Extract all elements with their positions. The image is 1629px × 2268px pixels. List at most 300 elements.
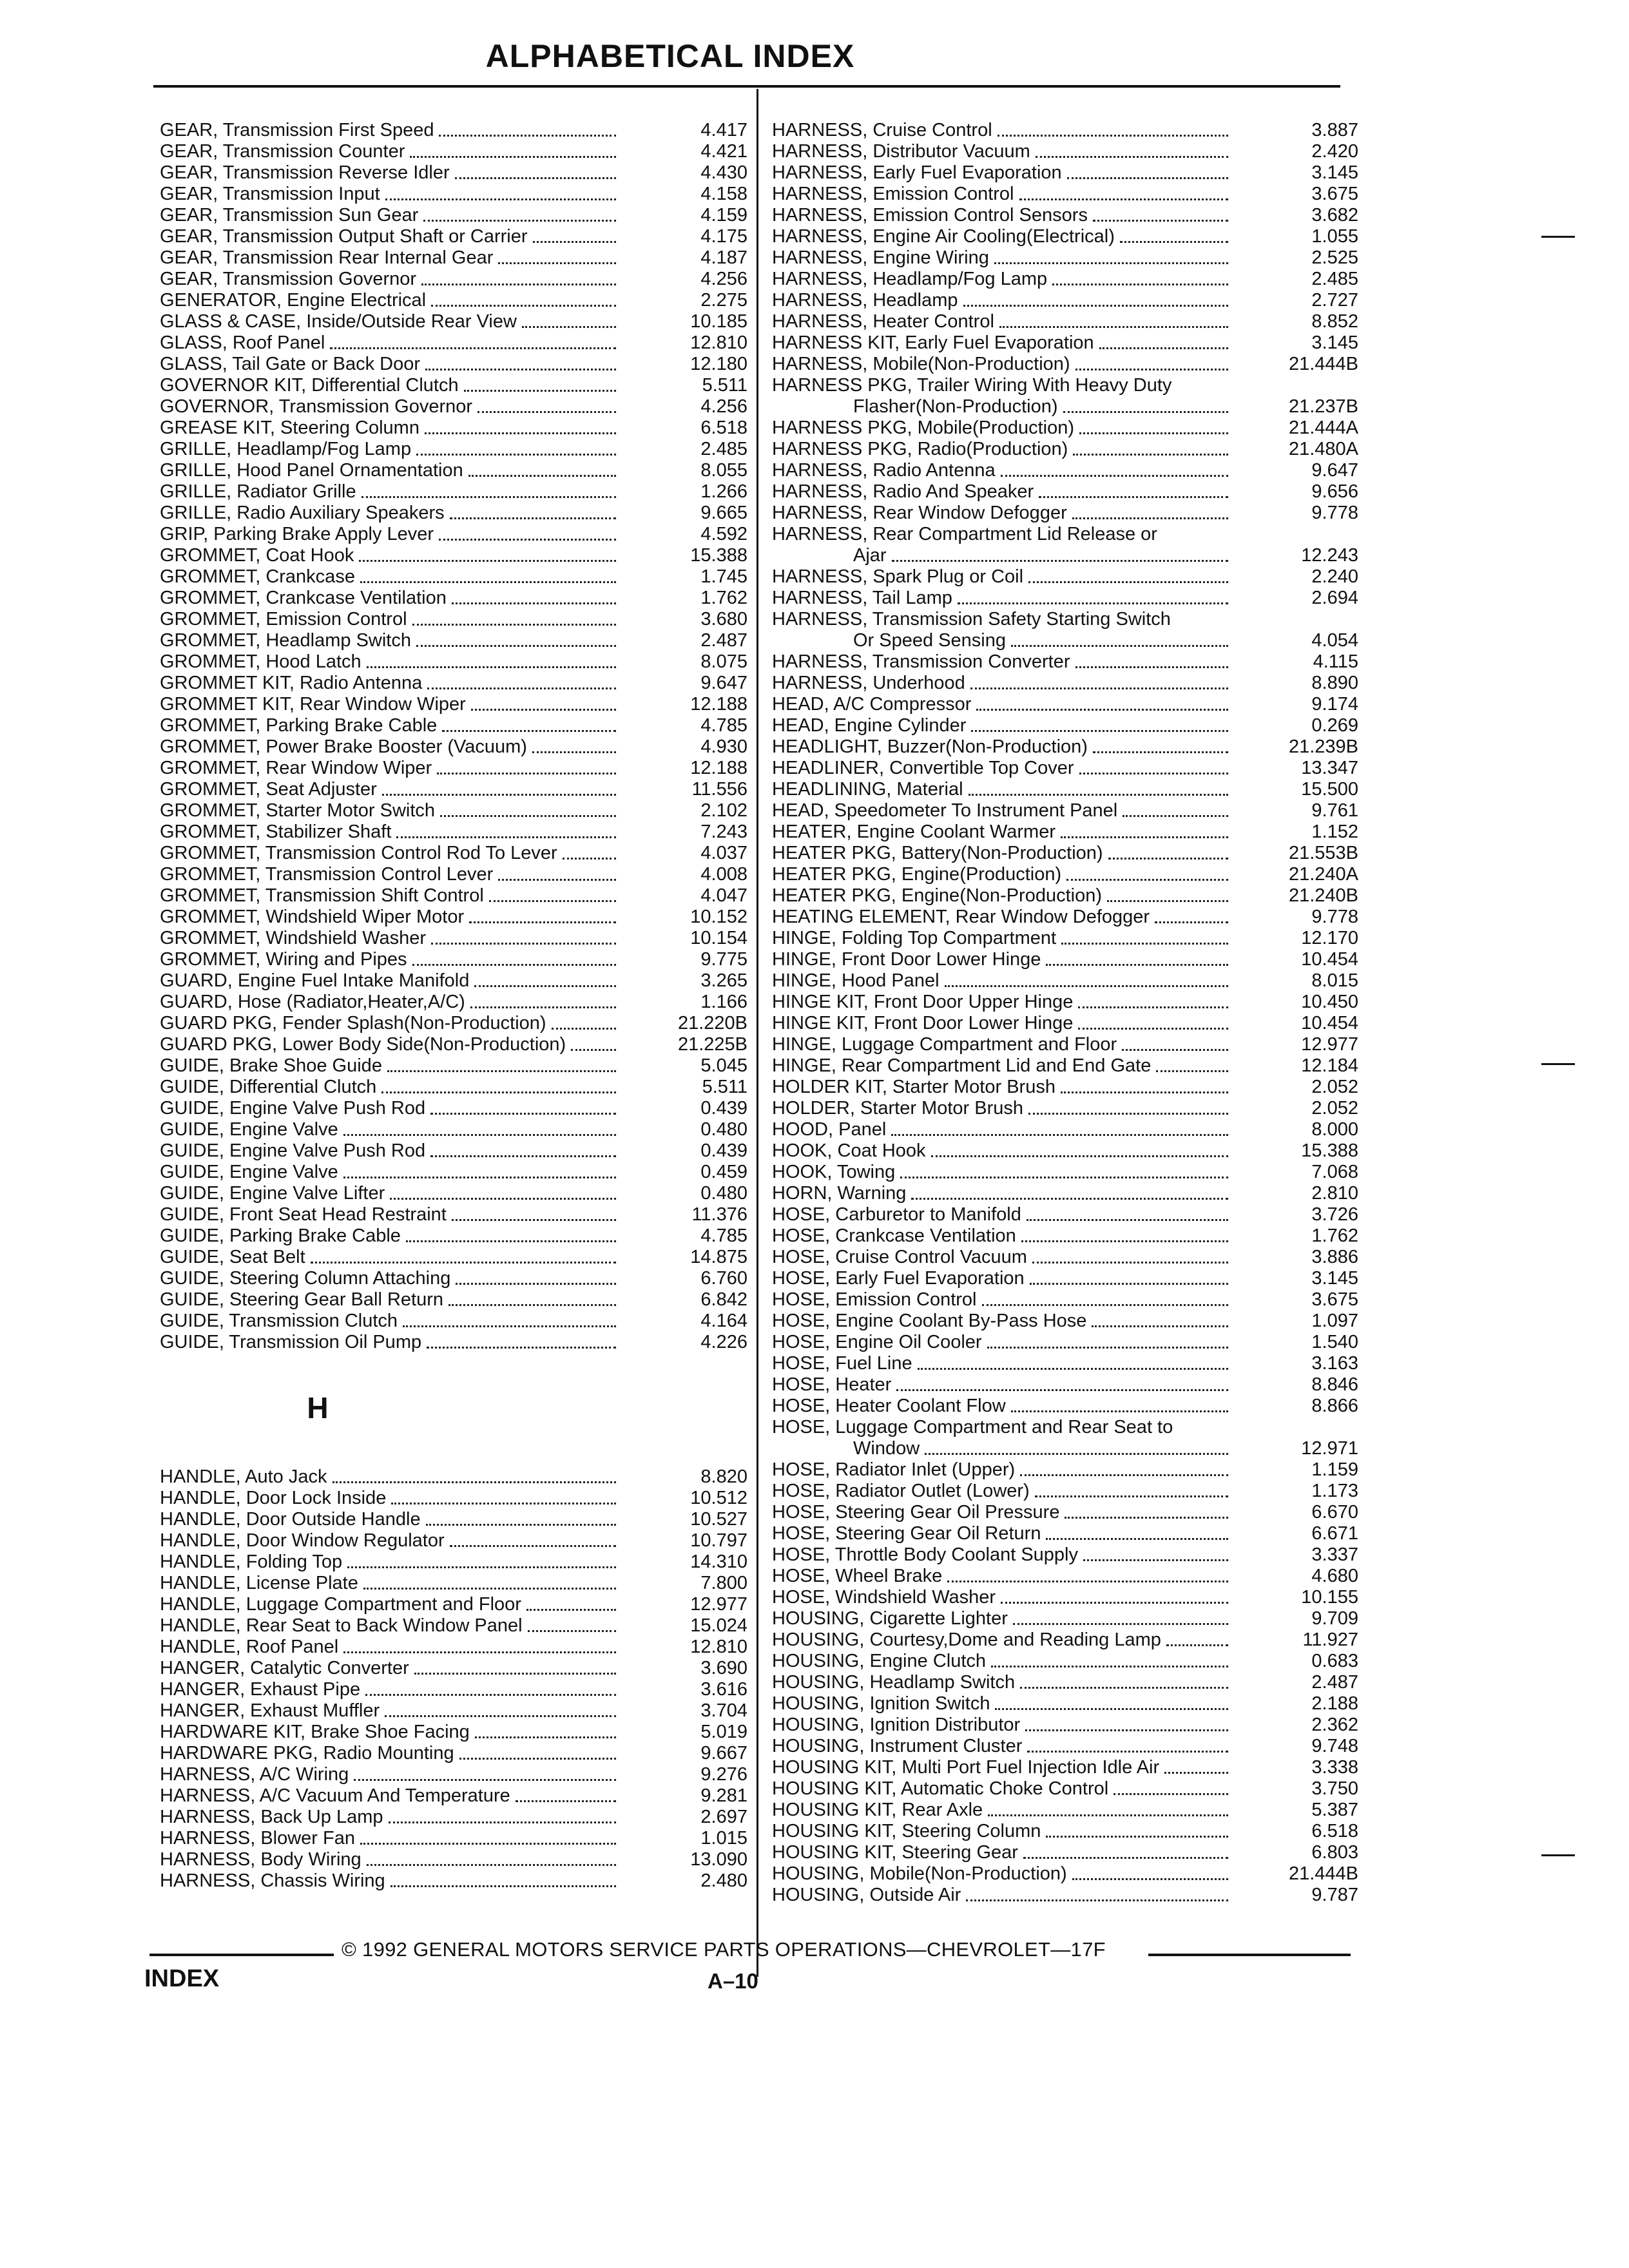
entry-label: GUIDE, Transmission Clutch (160, 1311, 398, 1331)
index-entry (772, 1119, 1358, 1140)
entry-label: HINGE, Luggage Compartment and Floor (772, 1034, 1117, 1055)
entry-page: 3.886 (1311, 1247, 1358, 1267)
entry-label: HARNESS, Distributor Vacuum (772, 141, 1030, 162)
index-entry (160, 1594, 747, 1615)
entry-label: HOSE, Radiator Inlet (Upper) (772, 1459, 1016, 1480)
index-entry (160, 503, 747, 524)
index-entry (160, 1013, 747, 1034)
entry-label: HOOK, Coat Hook (772, 1140, 926, 1161)
index-entry (772, 1225, 1358, 1247)
dot-leader (333, 1481, 617, 1483)
index-entry (160, 418, 747, 439)
entry-label: GUIDE, Front Seat Head Restraint (160, 1204, 447, 1225)
entry-label: HOSE, Steering Gear Oil Return (772, 1523, 1041, 1544)
index-entry (160, 396, 747, 418)
entry-label: GUIDE, Engine Valve (160, 1119, 338, 1140)
index-entry (160, 311, 747, 332)
index-entry (160, 1552, 747, 1573)
dot-leader (330, 347, 616, 349)
entry-label: HARNESS, A/C Wiring (160, 1764, 349, 1785)
entry-page: 8.852 (1311, 311, 1358, 332)
index-entry (772, 1672, 1358, 1693)
entry-page: 5.019 (700, 1722, 747, 1742)
entry-label: HANDLE, Door Outside Handle (160, 1509, 421, 1530)
dot-leader (522, 326, 616, 328)
dot-leader (421, 284, 616, 285)
dot-leader (448, 1304, 616, 1306)
dot-leader (1061, 943, 1228, 945)
dot-leader (994, 262, 1228, 264)
index-entry (160, 1332, 747, 1353)
index-entry (160, 205, 747, 226)
entry-page: 3.145 (1311, 332, 1358, 353)
entry-label: GROMMET, Windshield Washer (160, 928, 427, 948)
dot-leader (1123, 815, 1228, 817)
index-list-h (160, 1466, 747, 1892)
index-entry (772, 184, 1358, 205)
entry-page: 2.052 (1311, 1098, 1358, 1119)
dot-leader (1073, 454, 1228, 456)
dot-leader (1027, 1219, 1228, 1221)
entry-page: 4.008 (700, 864, 747, 885)
entry-page: 21.480A (1288, 439, 1358, 459)
left-column (160, 120, 747, 1892)
dot-leader (354, 1779, 616, 1781)
dot-leader (498, 879, 616, 881)
entry-label: HINGE, Hood Panel (772, 970, 940, 991)
dot-leader (367, 1864, 616, 1866)
dot-leader (423, 220, 616, 222)
entry-label: GEAR, Transmission Rear Internal Gear (160, 247, 494, 268)
index-entry (772, 1800, 1358, 1821)
entry-label: HARDWARE KIT, Brake Shoe Facing (160, 1722, 470, 1742)
entry-page: 3.690 (700, 1658, 747, 1678)
dot-leader (988, 1814, 1228, 1816)
entry-page: 21.240B (1288, 885, 1358, 906)
entry-page: 6.842 (700, 1289, 747, 1310)
entry-page: 5.511 (702, 375, 747, 396)
index-entry (772, 1396, 1358, 1417)
entry-label: GLASS, Roof Panel (160, 332, 325, 353)
index-entry (160, 651, 747, 673)
column-divider (757, 89, 758, 1977)
index-entry (160, 907, 747, 928)
dot-leader (991, 1666, 1228, 1667)
dot-leader (1001, 1602, 1228, 1604)
dot-leader (426, 1524, 616, 1526)
dot-leader (1061, 1091, 1228, 1093)
entry-page: 15.500 (1301, 779, 1358, 800)
index-entry (772, 290, 1358, 311)
entry-page: 10.454 (1301, 1013, 1358, 1033)
entry-label: GUIDE, Engine Valve Lifter (160, 1183, 385, 1204)
index-entry (772, 673, 1358, 694)
entry-label: HARNESS, Radio Antenna (772, 460, 996, 481)
dot-leader (474, 985, 616, 987)
dot-leader (552, 1028, 616, 1030)
entry-label: HOSE, Early Fuel Evaporation (772, 1268, 1025, 1289)
entry-page: 21.220B (677, 1013, 747, 1033)
dot-leader (427, 1347, 616, 1349)
dot-leader (416, 454, 616, 456)
dot-leader (1108, 858, 1228, 860)
entry-label: GUIDE, Differential Clutch (160, 1077, 377, 1097)
entry-label: GEAR, Transmission Sun Gear (160, 205, 419, 226)
index-entry (772, 247, 1358, 269)
entry-label: HARDWARE PKG, Radio Mounting (160, 1743, 454, 1763)
entry-page: 9.647 (1311, 460, 1358, 481)
entry-label: GUARD, Hose (Radiator,Heater,A/C) (160, 992, 465, 1012)
entry-page: 2.485 (700, 439, 747, 459)
dot-leader (1065, 1517, 1228, 1519)
dot-leader (571, 1049, 616, 1051)
entry-page: 21.444A (1288, 418, 1358, 438)
index-entry (160, 843, 747, 864)
entry-label: HARNESS, Engine Air Cooling(Electrical) (772, 226, 1115, 247)
entry-label: HEADLIGHT, Buzzer(Non-Production) (772, 736, 1088, 757)
entry-page: 2.188 (1311, 1693, 1358, 1714)
entry-page: 1.173 (1311, 1481, 1358, 1501)
entry-page: 0.683 (1311, 1651, 1358, 1671)
dot-leader (1020, 1474, 1228, 1476)
dot-leader (381, 1091, 616, 1093)
index-entry (160, 800, 747, 822)
entry-label: HARNESS, Engine Wiring (772, 247, 989, 268)
entry-page: 4.159 (700, 205, 747, 226)
index-entry (160, 694, 747, 715)
dot-leader (343, 1134, 616, 1136)
index-entry (160, 1509, 747, 1530)
margin-dash (1541, 1063, 1575, 1065)
entry-page: 4.430 (700, 162, 747, 183)
entry-label: HEADLINING, Material (772, 779, 963, 800)
entry-page: 1.266 (700, 481, 747, 502)
entry-label: GROMMET, Crankcase Ventilation (160, 588, 447, 608)
entry-page: 9.656 (1311, 481, 1358, 502)
dot-leader (489, 900, 616, 902)
entry-page: 13.090 (690, 1849, 747, 1870)
index-entry (772, 1629, 1358, 1651)
index-entry (772, 1183, 1358, 1204)
entry-page: 9.276 (700, 1764, 747, 1785)
entry-label: HINGE KIT, Front Door Lower Hinge (772, 1013, 1074, 1033)
dot-leader (390, 1198, 616, 1200)
entry-label: HARNESS, Heater Control (772, 311, 994, 332)
index-entry (160, 1807, 747, 1828)
index-entry (160, 162, 747, 184)
entry-page: 3.887 (1311, 120, 1358, 140)
entry-page: 9.647 (700, 673, 747, 693)
entry-label: GUIDE, Parking Brake Cable (160, 1225, 401, 1246)
entry-page: 4.187 (700, 247, 747, 268)
entry-page: 7.068 (1311, 1162, 1358, 1182)
entry-page: 2.487 (700, 630, 747, 651)
section-heading: H (307, 1391, 329, 1425)
margin-dash (1541, 1854, 1575, 1856)
dot-leader (971, 730, 1228, 732)
entry-page: 3.704 (700, 1700, 747, 1721)
entry-page: 2.362 (1311, 1715, 1358, 1735)
entry-page: 21.444B (1288, 1863, 1358, 1884)
entry-page: 3.675 (1311, 1289, 1358, 1310)
index-entry (160, 1311, 747, 1332)
index-entry (160, 1530, 747, 1552)
index-entry (772, 418, 1358, 439)
entry-label: GEAR, Transmission Counter (160, 141, 405, 162)
dot-leader (1066, 879, 1228, 881)
dot-leader (464, 390, 616, 392)
dot-leader (387, 1070, 616, 1072)
entry-page: 10.450 (1301, 992, 1358, 1012)
dot-leader (1075, 666, 1228, 668)
entry-label: GOVERNOR, Transmission Governor (160, 396, 473, 417)
dot-leader (1122, 1049, 1228, 1051)
index-entry (772, 1374, 1358, 1396)
index-entry (160, 524, 747, 545)
entry-page: 12.810 (690, 1637, 747, 1657)
entry-page: 10.512 (690, 1488, 747, 1508)
index-entry (160, 1764, 747, 1785)
entry-label: GROMMET, Emission Control (160, 609, 407, 629)
entry-label: GROMMET KIT, Rear Window Wiper (160, 694, 466, 715)
entry-page: 1.166 (700, 992, 747, 1012)
dot-leader (1078, 1006, 1228, 1008)
entry-page: 6.760 (700, 1268, 747, 1289)
entry-label: HARNESS, Radio And Speaker (772, 481, 1034, 502)
index-entry (772, 1863, 1358, 1885)
page-number: A–10 (708, 1969, 758, 1993)
index-entry (160, 290, 747, 311)
index-entry (160, 779, 747, 800)
entry-page: 12.180 (690, 354, 747, 374)
index-entry (160, 885, 747, 907)
entry-page: 9.775 (700, 949, 747, 970)
entry-page: 3.680 (700, 609, 747, 629)
dot-leader (891, 1134, 1228, 1136)
entry-page: 4.256 (700, 396, 747, 417)
dot-leader (925, 1453, 1228, 1455)
index-entry (772, 843, 1358, 864)
entry-label: HOUSING KIT, Multi Port Fuel Injection Idle Air (772, 1757, 1160, 1778)
index-entry (772, 1587, 1358, 1608)
entry-label: GUIDE, Engine Valve (160, 1162, 338, 1182)
dot-leader (1030, 1283, 1228, 1285)
index-entry (772, 1140, 1358, 1162)
index-entry (772, 1013, 1358, 1034)
index-entry (772, 1332, 1358, 1353)
right-column (772, 120, 1358, 1906)
dot-leader (469, 921, 616, 923)
entry-page: 4.164 (700, 1311, 747, 1331)
entry-label: HINGE, Front Door Lower Hinge (772, 949, 1041, 970)
index-entry (160, 1637, 747, 1658)
dot-leader (425, 432, 616, 434)
entry-page: 9.667 (700, 1743, 747, 1763)
entry-label: HEATER PKG, Battery(Non-Production) (772, 843, 1103, 863)
dot-leader (442, 730, 616, 732)
entry-page: 3.337 (1311, 1544, 1358, 1565)
entry-label: HARNESS, Underhood (772, 673, 965, 693)
dot-leader (391, 1503, 616, 1504)
index-entry (772, 1204, 1358, 1225)
entry-page: 1.745 (700, 566, 747, 587)
entry-label: GROMMET, Wiring and Pipes (160, 949, 407, 970)
entry-page: 14.310 (690, 1552, 747, 1572)
dot-leader (1028, 1113, 1228, 1115)
entry-label: GEAR, Transmission Input (160, 184, 380, 204)
entry-label: HOUSING, Ignition Distributor (772, 1715, 1021, 1735)
index-entry (772, 864, 1358, 885)
index-entry (160, 1785, 747, 1807)
dot-leader (918, 1368, 1228, 1370)
dot-leader (439, 135, 616, 137)
index-entry (160, 1488, 747, 1509)
dot-leader (528, 1630, 616, 1632)
dot-leader (1046, 1836, 1228, 1838)
dot-leader (406, 1240, 616, 1242)
index-entry (160, 247, 747, 269)
entry-label-continued: Or Speed Sensing (853, 630, 1006, 651)
entry-label: HARNESS, Tail Lamp (772, 588, 952, 608)
dot-leader (995, 1708, 1228, 1710)
dot-leader (982, 1304, 1229, 1306)
dot-leader (343, 1177, 616, 1178)
dot-leader (437, 773, 616, 774)
entry-page: 2.727 (1311, 290, 1358, 311)
index-entry (160, 332, 747, 354)
entry-label: HOSE, Engine Oil Cooler (772, 1332, 982, 1352)
entry-page: 8.075 (700, 651, 747, 672)
dot-leader (947, 1581, 1228, 1582)
index-entry (160, 673, 747, 694)
index-entry (772, 375, 1358, 418)
entry-page: 6.518 (700, 418, 747, 438)
entry-label: GREASE KIT, Steering Column (160, 418, 419, 438)
index-entry (772, 269, 1358, 290)
dot-leader (343, 1651, 616, 1653)
index-entry (772, 141, 1358, 162)
dot-leader (1099, 347, 1228, 349)
entry-page: 1.152 (1311, 822, 1358, 842)
index-entry (772, 885, 1358, 907)
entry-page: 12.188 (690, 694, 747, 715)
entry-label: HANDLE, Luggage Compartment and Floor (160, 1594, 521, 1615)
entry-page: 3.265 (700, 970, 747, 991)
entry-page: 2.052 (1311, 1077, 1358, 1097)
entry-label: HOOK, Towing (772, 1162, 896, 1182)
entry-label: HOSE, Crankcase Ventilation (772, 1225, 1016, 1246)
entry-label: HEATER, Engine Coolant Warmer (772, 822, 1055, 842)
entry-page: 6.518 (1311, 1821, 1358, 1841)
index-entry (772, 1885, 1358, 1906)
entry-page: 11.556 (691, 779, 747, 800)
index-entry (160, 715, 747, 736)
dot-leader (1046, 1538, 1228, 1540)
dot-leader (1092, 1325, 1228, 1327)
entry-page: 4.421 (700, 141, 747, 162)
index-entry (160, 1225, 747, 1247)
entry-label: HOUSING, Engine Clutch (772, 1651, 987, 1671)
entry-label: HOSE, Engine Coolant By-Pass Hose (772, 1311, 1087, 1331)
dot-leader (892, 560, 1228, 562)
dot-leader (396, 836, 616, 838)
entry-page: 9.787 (1311, 1885, 1358, 1905)
index-entry (772, 758, 1358, 779)
index-entry (160, 1700, 747, 1722)
dot-leader (1079, 432, 1228, 434)
index-entry (772, 311, 1358, 332)
index-entry (772, 1778, 1358, 1800)
dot-leader (1075, 369, 1228, 370)
index-entry (160, 460, 747, 481)
entry-page: 3.675 (1311, 184, 1358, 204)
index-entry (160, 970, 747, 992)
entry-label: GENERATOR, Engine Electrical (160, 290, 427, 311)
index-entry (772, 1311, 1358, 1332)
entry-page: 3.145 (1311, 1268, 1358, 1289)
dot-leader (1072, 517, 1228, 519)
entry-page: 3.145 (1311, 162, 1358, 183)
entry-page: 8.055 (700, 460, 747, 481)
entry-label: HOUSING, Ignition Switch (772, 1693, 990, 1714)
entry-label: HOLDER KIT, Starter Motor Brush (772, 1077, 1055, 1097)
entry-label: HOUSING KIT, Steering Column (772, 1821, 1041, 1841)
entry-label: HOUSING, Courtesy,Dome and Reading Lamp (772, 1629, 1161, 1650)
dot-leader (931, 1155, 1228, 1157)
entry-page: 4.930 (700, 736, 747, 757)
entry-label: GROMMET, Seat Adjuster (160, 779, 377, 800)
entry-label: GUIDE, Steering Gear Ball Return (160, 1289, 444, 1310)
index-entry (772, 800, 1358, 822)
entry-label: GEAR, Transmission Reverse Idler (160, 162, 450, 183)
entry-page: 0.480 (700, 1119, 747, 1140)
dot-leader (367, 666, 616, 668)
dot-leader (412, 624, 616, 626)
entry-label: HINGE, Rear Compartment Lid and End Gate (772, 1055, 1152, 1076)
entry-label: HOSE, Luggage Compartment and Rear Seat to (772, 1417, 1173, 1437)
entry-page: 7.243 (700, 822, 747, 842)
dot-leader (1039, 496, 1228, 498)
index-entry (160, 545, 747, 566)
index-entry (160, 1658, 747, 1679)
index-entry (772, 822, 1358, 843)
index-entry (772, 1034, 1358, 1055)
entry-page: 4.256 (700, 269, 747, 289)
entry-label: GROMMET, Coat Hook (160, 545, 354, 566)
index-entry (772, 779, 1358, 800)
entry-label: GUARD, Engine Fuel Intake Manifold (160, 970, 470, 991)
dot-leader (363, 1588, 616, 1590)
entry-page: 2.240 (1311, 566, 1358, 587)
footer-copyright: © 1992 GENERAL MOTORS SERVICE PARTS OPERATIONS—CHEVROLET—17F (342, 1938, 1106, 1961)
dot-leader (403, 1325, 616, 1327)
entry-page: 10.154 (690, 928, 747, 948)
entry-page: 2.694 (1311, 588, 1358, 608)
entry-label: HEATING ELEMENT, Rear Window Defogger (772, 907, 1150, 927)
dot-leader (1020, 1687, 1228, 1689)
index-entry (160, 1098, 747, 1119)
entry-page: 10.155 (1301, 1587, 1358, 1608)
index-entry (160, 1743, 747, 1764)
entry-page: 3.682 (1311, 205, 1358, 226)
entry-label: HOSE, Emission Control (772, 1289, 977, 1310)
entry-label: HOSE, Steering Gear Oil Pressure (772, 1502, 1060, 1523)
dot-leader (450, 517, 616, 519)
entry-page: 21.225B (677, 1034, 747, 1055)
entry-label: HARNESS, Cruise Control (772, 120, 992, 140)
entry-label: HOSE, Radiator Outlet (Lower) (772, 1481, 1030, 1501)
entry-page: 0.459 (700, 1162, 747, 1182)
